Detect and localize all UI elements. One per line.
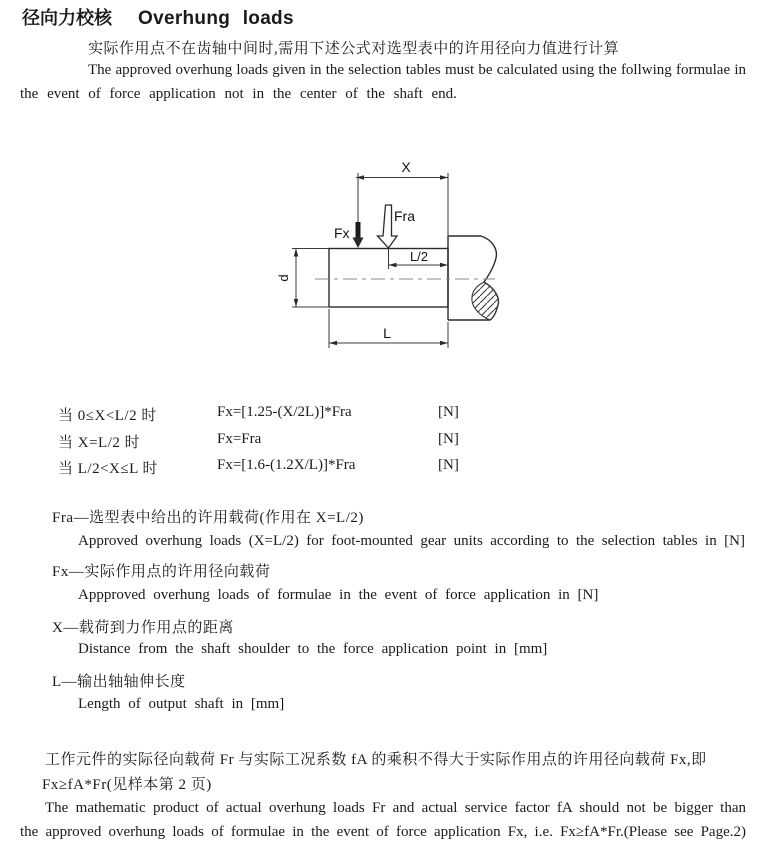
page-title-english: Overhung loads <box>138 8 294 29</box>
section-hatch <box>472 282 499 320</box>
formula-row <box>0 404 780 431</box>
definition-desc: Approved overhung loads (X=L/2) for foot-mounted gear units according to the selection tables in [N] <box>78 533 745 549</box>
gear-housing <box>448 236 498 320</box>
note-english-line2: the approved overhung loads of formulae in the event of force application Fx, i.e. Fx≥fA*Fr.(Please see Page.2) <box>20 824 746 840</box>
page-title <box>22 4 294 30</box>
dimension-d <box>276 249 298 308</box>
label-fx: Fx <box>334 225 350 241</box>
force-arrow-fx <box>334 222 364 248</box>
label-l: L <box>383 325 391 341</box>
definition-term: X—载荷到力作用点的距离 <box>52 620 234 636</box>
formula-unit: [N] <box>438 404 459 420</box>
formula-expression: Fx=[1.6-(1.2X/L)]*Fra <box>217 457 356 473</box>
label-fra: Fra <box>394 208 415 224</box>
definition-desc: Appproved overhung loads of formulae in the event of force application in [N] <box>78 587 599 603</box>
intro-chinese: 实际作用点不在齿轴中间时,需用下述公式对选型表中的许用径向力值进行计算 <box>88 41 620 57</box>
force-arrow-fra <box>378 205 416 248</box>
definition-desc: Length of output shaft in [mm] <box>78 696 285 712</box>
formula-condition: 当 0≤X<L/2 时 <box>58 408 157 424</box>
intro-english-line1: The approved overhung loads given in the selection tables must be calculated using the follwing formulae in <box>88 62 746 78</box>
formula-unit: [N] <box>438 431 459 447</box>
definition-desc: Distance from the shaft shoulder to the force application point in [mm] <box>78 641 548 657</box>
note-chinese-line1: 工作元件的实际径向载荷 Fr 与实际工况系数 fA 的乘积不得大于实际作用点的许用径向载荷 Fx,即 <box>45 752 707 768</box>
label-l-half: L/2 <box>409 249 429 264</box>
overhung-load-diagram <box>270 156 510 360</box>
definition-term: Fra—选型表中给出的许用载荷(作用在 X=L/2) <box>52 510 364 526</box>
label-d: d <box>276 274 291 282</box>
d-extension-lines <box>292 249 329 308</box>
intro-english <box>20 62 746 110</box>
definition-term: Fx—实际作用点的许用径向载荷 <box>52 564 271 580</box>
formula-condition: 当 L/2<X≤L 时 <box>58 461 158 477</box>
dimension-l-half <box>389 249 449 269</box>
label-x: X <box>401 159 411 175</box>
formula-condition: 当 X=L/2 时 <box>58 435 141 451</box>
intro-english-line2: the event of force application not in the center of the shaft end. <box>20 86 457 102</box>
formula-unit: [N] <box>438 457 459 473</box>
formula-expression: Fx=[1.25-(X/2L)]*Fra <box>217 404 352 420</box>
note-chinese-line2: Fx≥fA*Fr(见样本第 2 页) <box>42 777 212 793</box>
formula-row <box>0 431 780 458</box>
formula-row <box>0 457 780 484</box>
definition-term: L—输出轴轴伸长度 <box>52 674 186 690</box>
note-english-line1: The mathematic product of actual overhung loads Fr and actual service factor fA should not be bigger than <box>45 800 746 816</box>
formula-expression: Fx=Fra <box>217 431 262 447</box>
dimension-x <box>356 159 448 236</box>
dimension-l <box>329 309 448 348</box>
page-title-chinese: 径向力校核 <box>22 8 112 29</box>
